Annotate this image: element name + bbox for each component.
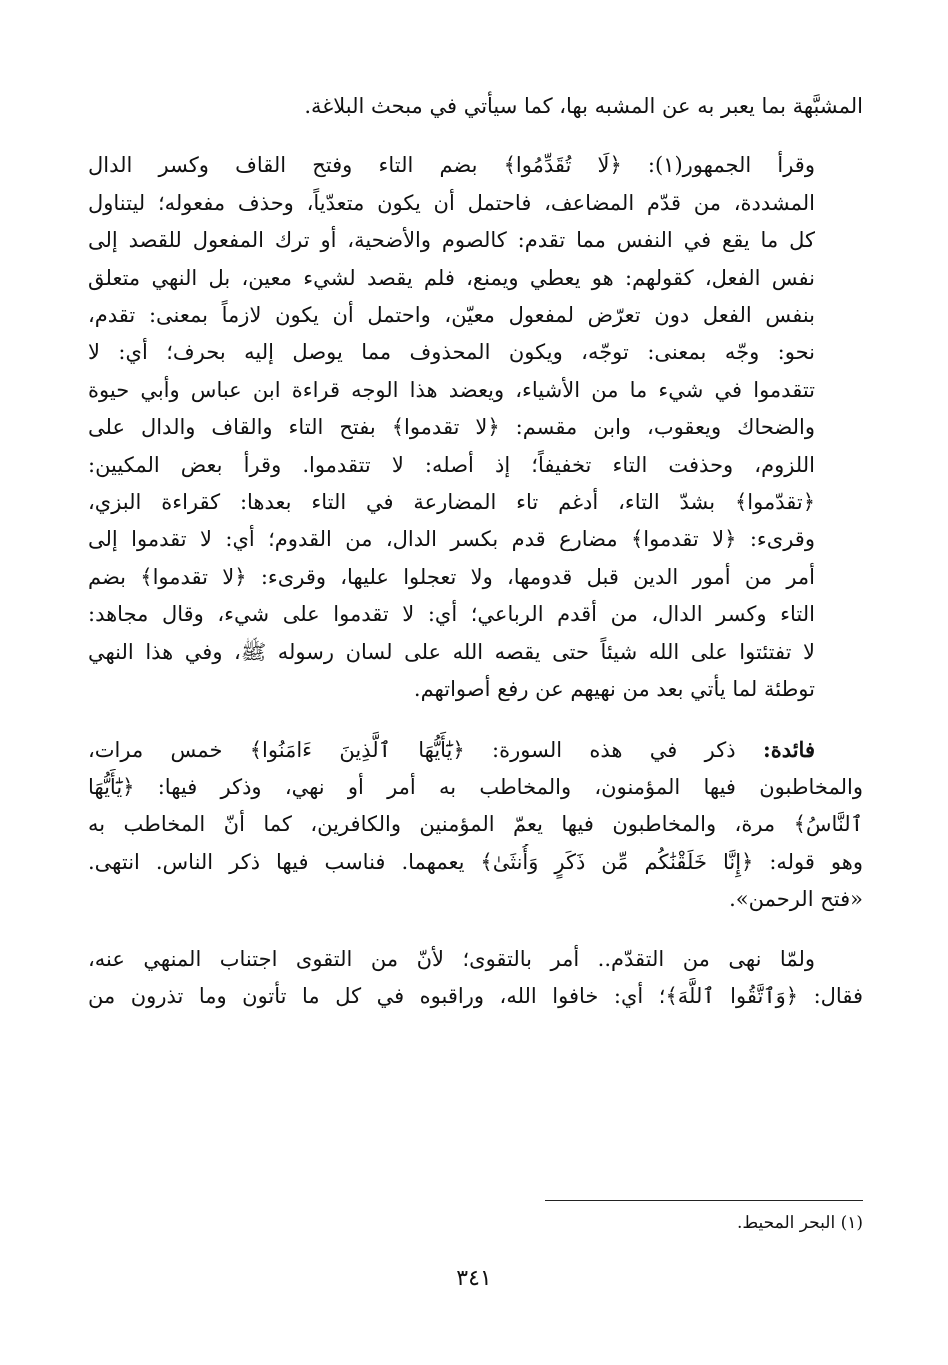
text-line: وقرأ الجمهور(١): ﴿لَا تُقَدِّمُوا﴾ بضم التاء وفتح القاف وكسر الدال [88,153,815,178]
text-line: ولمّا نهى من التقدّم.. أمر بالتقوى؛ لأنّ من التقوى اجتناب المنهي عنه، [88,946,815,971]
paragraph-4 [88,941,863,1016]
text-line: اللزوم، وحذفت التاء تخفيفاً؛ إذ أصله: لا تتقدموا. وقرأ بعض المكيين: [88,452,815,477]
page-body [88,88,863,1015]
text-line: كل ما يقع في النفس مما تقدم: كالصوم والأضحية، أو ترك المفعول للقصد إلى [88,228,815,253]
text-line: وقرىء: ﴿لا تقدموا﴾ مضارع قدم بكسر الدال، من القدوم؛ أي: لا تقدموا إلى [88,527,815,552]
text-line: ﴿تقدّموا﴾ بشدّ التاء، أدغم تاء المضارعة في التاء بعدها: كقراءة البزي، [88,490,815,515]
text-line: بنفس الفعل دون تعرّض لمفعول معيّن، واحتمل أن يكون لازماً بمعنى: تقدم، [88,303,815,328]
footnote: (١) البحر المحيط. [737,1213,863,1233]
paragraph-3-note [88,731,863,919]
text-line: والمخاطبون فيها المؤمنون، والمخاطب به أمر أو نهي، وذكر فيها: ﴿يَٰٓأَيُّهَا [88,774,863,799]
text-line: توطئة لما يأتي بعد من نهيهم عن رفع أصواتهم. [413,677,815,702]
text-line: «فتح الرحمن». [729,887,863,912]
text-line: فقال: ﴿وَٱتَّقُوا ٱللَّهَ﴾؛ أي: خافوا الله، وراقبوه في كل ما تأتون وما تذرون من [88,983,863,1008]
text-line: لا تفتئتوا على الله شيئاً حتى يقصه الله على لسان رسوله ﷺ، وفي هذا النهي [88,639,815,664]
page-number: ٣٤١ [456,1266,492,1291]
text-line: المشددة، من قدّم المضاعف، فاحتمل أن يكون متعدّياً، وحذف مفعوله؛ ليتناول [88,190,815,215]
text-line: والضحاك ويعقوب، وابن مقسم: ﴿لا تقدموا﴾ بفتح التاء والقاف والدال على [88,415,815,440]
text-line: تتقدموا في شيء ما من الأشياء، ويعضد هذا الوجه قراءة ابن عباس وأبي حيوة [88,377,815,402]
text-line: نحو: وجّه بمعنى: توجّه، ويكون المحذوف مما يوصل إليه بحرف؛ أي: لا [88,340,815,365]
note-label: فائدة: [762,736,815,762]
paragraph-1 [88,88,863,125]
text-line: نفس الفعل، كقولهم: هو يعطي ويمنع، فلم يقصد لشيء معين، بل النهي متعلق [88,265,815,290]
footnote-separator [545,1200,863,1201]
text-line-content: ذكر في هذه السورة: ﴿يَٰٓأَيُّهَا ٱلَّذِينَ ءَامَنُوا﴾ خمس مرات، [88,737,763,762]
text-line [88,731,863,769]
text-line: التاء وكسر الدال، من أقدم الرباعي؛ أي: لا تقدموا على شيء، وقال مجاهد: [88,602,815,627]
text-line: المشبَّهة بما يعبر به عن المشبه بها، كما سيأتي في مبحث البلاغة. [304,94,863,118]
text-line: ٱلنَّاسُ﴾ مرة، والمخاطبون فيها يعمّ المؤمنين والكافرين، كما أنّ المخاطب به [88,812,863,837]
paragraph-2 [88,147,863,708]
text-line: أمر من أمور الدين قبل قدومها، ولا تعجلوا عليها، وقرىء: ﴿لا تقدموا﴾ بضم [88,564,815,589]
text-line: وهو قوله: ﴿إِنَّا خَلَقْنَٰكُم مِّن ذَكَرٍ وَأُنثَىٰ﴾ يعمهما. فناسب فيها ذكر الناس. انتهى. [88,849,863,874]
